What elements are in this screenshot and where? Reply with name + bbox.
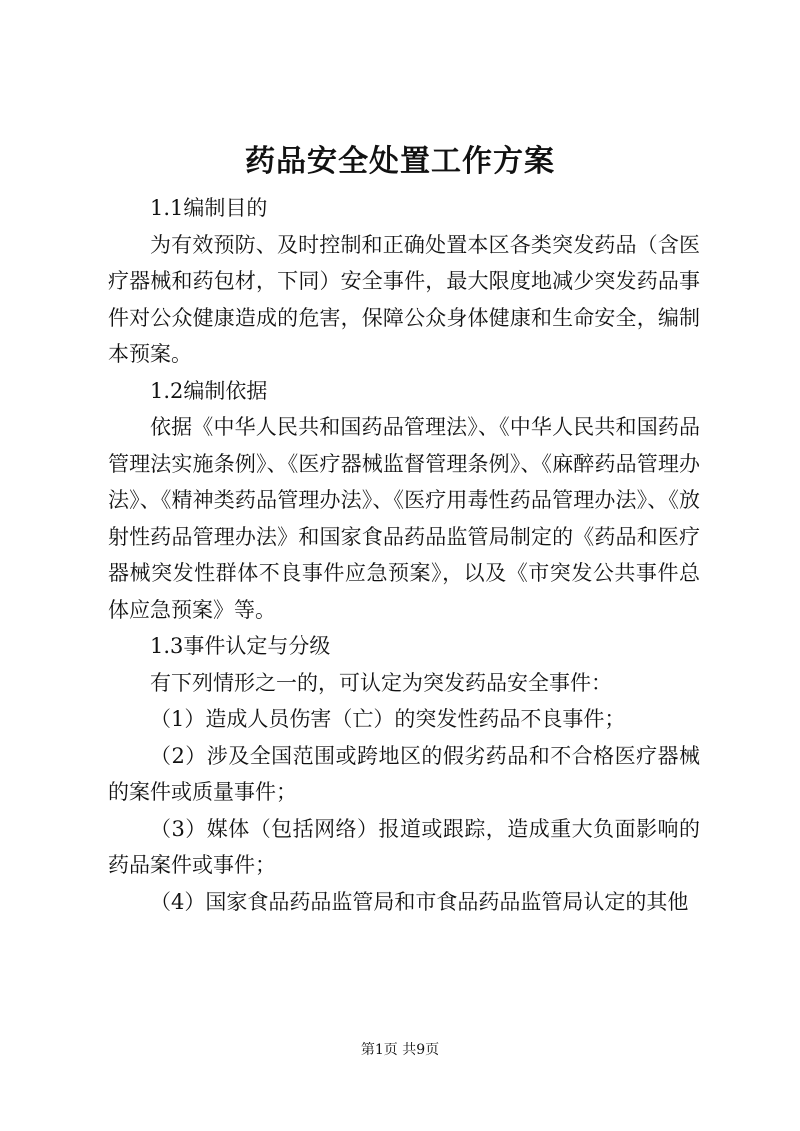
section-heading: 1.1编制目的 [150, 196, 268, 220]
page-footer: 第1页 共9页 [360, 1042, 440, 1058]
list-item: （1）造成人员伤害（亡）的突发性药品不良事件； [150, 707, 626, 731]
list-item: （3）媒体（包括网络）报道或跟踪，造成重大负面影响的药品案件或事件； [108, 816, 700, 877]
list-item: （2）涉及全国范围或跨地区的假劣药品和不合格医疗器械的案件或质量事件； [108, 743, 700, 804]
list-item: （4）国家食品药品监管局和市食品药品监管局认定的其他 [150, 889, 689, 914]
paragraph: 为有效预防、及时控制和正确处置本区各类突发药品（含医疗器械和药包材，下同）安全事件，最大限度地减少突发药品事件对公众健康造成的危害，保障公众身体健康和生命安全，编制本预案。 [108, 232, 700, 366]
paragraph: 依据《中华人民共和国药品管理法》、《中华人民共和国药品管理法实施条例》、《医疗器械监督管理条例》、《麻醉药品管理办法》、《精神类药品管理办法》、《医疗用毒性药品管理办法》、《放射性药品管理办法》和国家食品药品监管局制定的《药品和医疗器械突发性群体不良事件应急预案》，以及《市突发公共事件总体应急预案》等。 [108, 415, 700, 622]
document-title: 药品安全处置工作方案 [245, 144, 555, 179]
document-body [108, 190, 700, 920]
section-heading: 1.3事件认定与分级 [150, 634, 331, 658]
section-heading: 1.2编制依据 [150, 378, 268, 403]
paragraph: 有下列情形之一的，可认定为突发药品安全事件： [150, 670, 612, 695]
